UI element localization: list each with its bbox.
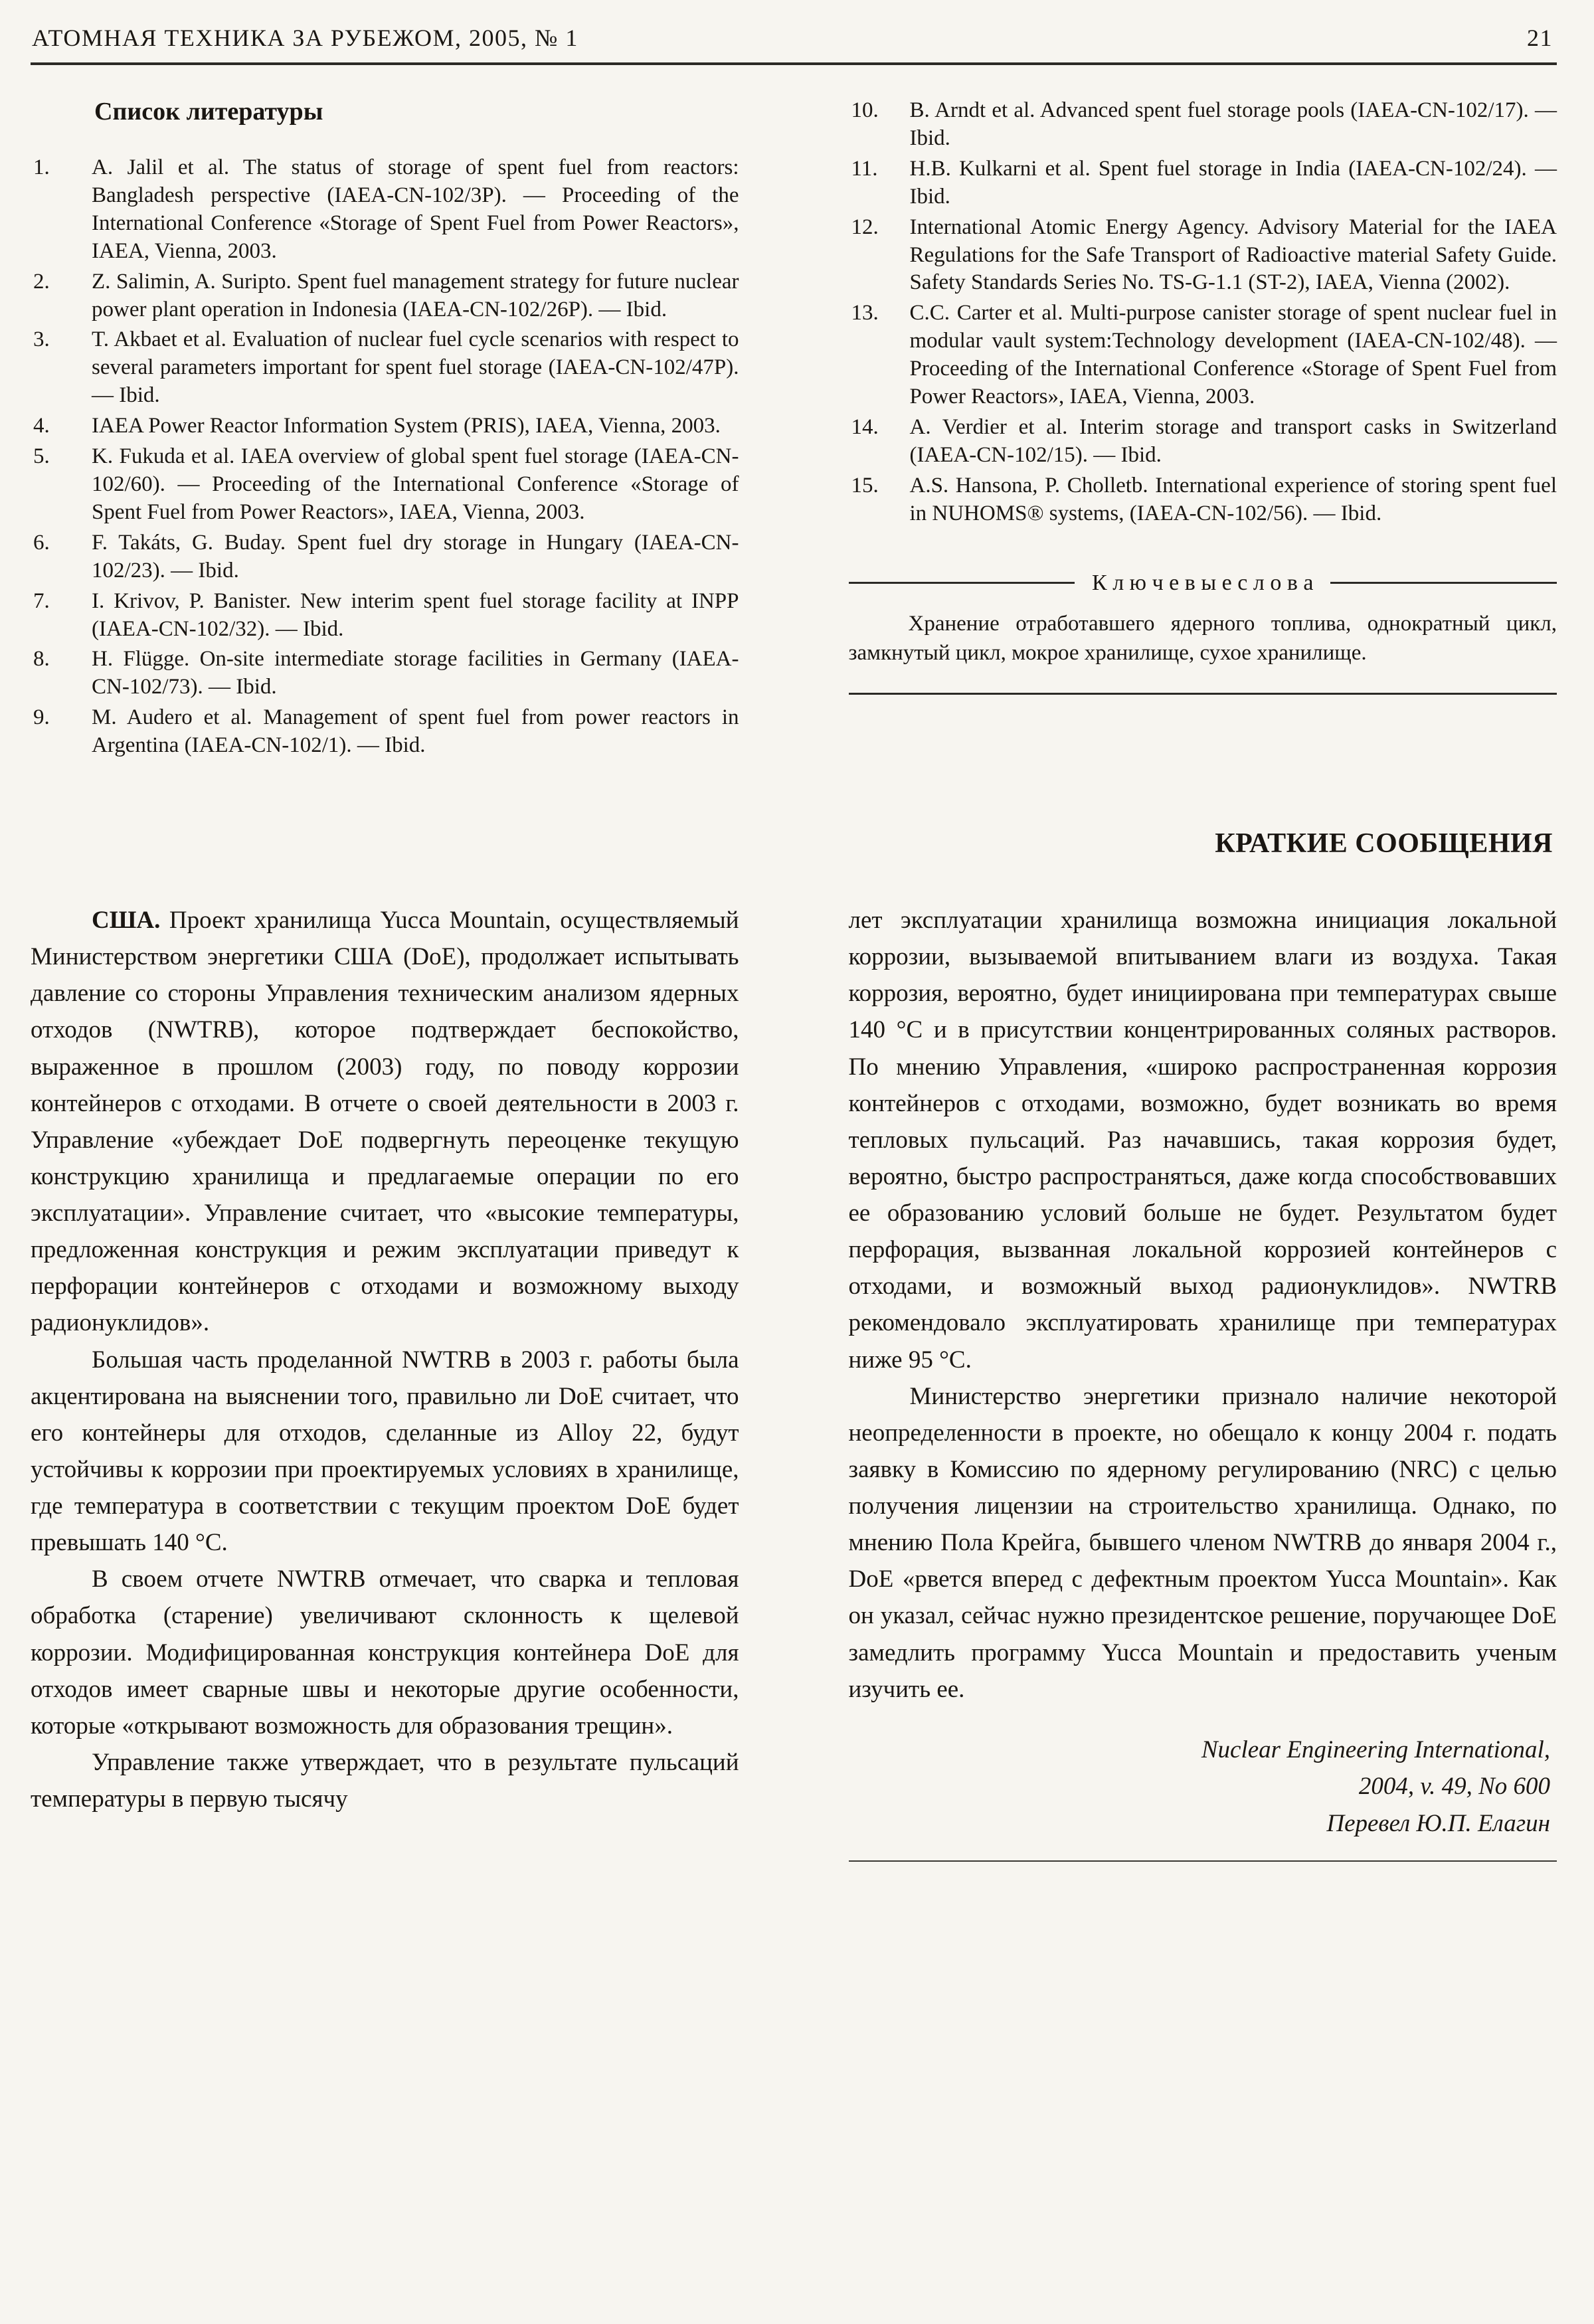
paragraph-text: лет эксплуатации хранилища возможна инициация локальной коррозии, вызываемой впитыванием влаги из воздуха. Такая коррозия, вероятно, будет инициирована при температурах свыше 140 °С и в присутствии концентрированных соляных растворов. По мнению Управления, «широко распространенная коррозия контейнеров с отходами, возможно, будет возникать во время тепловых пульсаций. Раз начавшись, такая коррозия будет, вероятно, быстро распространяться, даже когда способствовавших ее образованию условий больше не будет. Результатом будет перфорация, вызванная локальной коррозией контейнеров с отходами, и возможный выход радионуклидов». NWTRB рекомендовало эксплуатировать хранилище при температурах ниже 95 °С. xyxy=(848,907,1557,1374)
keywords-label: К л ю ч е в ы е с л о в а xyxy=(1092,570,1314,595)
reference-entry xyxy=(31,412,739,440)
reference-entry xyxy=(849,300,1557,411)
journal-title: АТОМНАЯ ТЕХНИКА ЗА РУБЕЖОМ, 2005, № 1 xyxy=(32,25,578,51)
reference-text: A.S. Hansona, P. Cholletb. International experience of storing spent fuel in NUHOMS® systems, (IAEA-CN-102/56). — Ibid. xyxy=(909,473,1557,525)
reference-text: F. Takáts, G. Buday. Spent fuel dry storage in Hungary (IAEA-CN-102/23). — Ibid. xyxy=(92,530,739,582)
reference-text: International Atomic Energy Agency. Advisory Material for the IAEA Regulations for the Safe Transport of Radioactive material Safety Guide. Safety Standards Series No. TS-G-1.1 (ST-2), IAEA, Vienna (2002). xyxy=(909,215,1557,295)
reference-number: 15. xyxy=(851,473,879,497)
reference-entry xyxy=(849,214,1557,298)
reference-entry xyxy=(31,326,739,410)
reference-text: K. Fukuda et al. IAEA overview of global spent fuel storage (IAEA-CN-102/60). — Proceeding of the International Conference «Storage of Spent Fuel from Power Reactors», IAEA, Vienna, 2003. xyxy=(92,444,739,524)
reference-number: 7. xyxy=(33,588,50,613)
reference-entry xyxy=(849,155,1557,211)
reference-text: Z. Salimin, A. Suripto. Spent fuel management strategy for future nuclear power plant operation in Indonesia (IAEA-CN-102/26P). — Ibid. xyxy=(92,269,739,321)
keywords-block xyxy=(849,571,1557,695)
attribution-line: Nuclear Engineering International, xyxy=(1201,1736,1550,1763)
reference-text: H.B. Kulkarni et al. Spent fuel storage in India (IAEA-CN-102/24). — Ibid. xyxy=(909,156,1557,209)
bibliography-title: Список литературы xyxy=(94,98,323,126)
reference-number: 11. xyxy=(851,156,878,181)
reference-entry xyxy=(31,646,739,701)
article-right-column xyxy=(849,902,1557,1862)
reference-text: B. Arndt et al. Advanced spent fuel storage pools (IAEA-CN-102/17). — Ibid. xyxy=(909,98,1557,150)
reference-entry xyxy=(31,154,739,266)
reference-number: 12. xyxy=(851,215,879,239)
paragraph-text: В своем отчете NWTRB отмечает, что сварка и тепловая обработка (старение) увеличивают склонность к щелевой коррозии. Модифицированная конструкция контейнера DoE для отходов имеет сварные швы и некоторые другие особенности, которые «открывают возможность для образования трещин». xyxy=(31,1565,739,1740)
article-paragraph xyxy=(31,902,739,1342)
article-paragraph xyxy=(31,1561,739,1744)
paragraph-text: Министерство энергетики признало наличие некоторой неопределенности в проекте, но обещало к концу 2004 г. подать заявку в Комиссию по ядерному регулированию (NRC) с целью получения лицензии на строительство хранилища. Однако, по мнению Пола Крейга, бывшего членом NWTRB до января 2004 г., DoE «рвется вперед с дефектным проектом Yucca Mountain». Как он указал, сейчас нужно президентское решение, поручающее DoE замедлить программу Yucca Mountain и предоставить ученым изучить ее. xyxy=(848,1382,1557,1703)
reference-entry xyxy=(31,443,739,527)
reference-entry xyxy=(849,97,1557,153)
article-paragraph xyxy=(849,1378,1557,1708)
keywords-rule-left xyxy=(849,582,1075,584)
reference-number: 1. xyxy=(33,155,50,179)
keywords-header xyxy=(849,571,1557,596)
reference-entry xyxy=(31,588,739,644)
paragraph-lead: США. xyxy=(92,907,169,935)
article-paragraph xyxy=(31,1744,739,1817)
section-heading-cell xyxy=(849,828,1557,859)
bibliography-section xyxy=(31,97,1557,762)
reference-entry xyxy=(31,704,739,760)
reference-number: 4. xyxy=(33,414,50,438)
article-right-paragraphs xyxy=(849,902,1557,1708)
reference-entry xyxy=(31,268,739,324)
reference-entry xyxy=(849,414,1557,470)
reference-text: H. Flügge. On-site intermediate storage facilities in Germany (IAEA-CN-102/73). — Ibid. xyxy=(92,647,739,699)
reference-number: 5. xyxy=(33,444,50,469)
page-bottom-rule xyxy=(849,1860,1557,1862)
section-title: КРАТКИЕ СООБЩЕНИЯ xyxy=(1215,828,1553,859)
reference-number: 8. xyxy=(33,647,50,671)
page-header xyxy=(31,17,1557,62)
bibliography-left-column xyxy=(31,97,739,762)
reference-list-right xyxy=(849,97,1557,528)
attribution-line: Перевел Ю.П. Елагин xyxy=(1326,1809,1550,1837)
paragraph-text: Проект хранилища Yucca Mountain, осуществляемый Министерством энергетики США (DoE), продолжает испытывать давление со стороны Управления техническим анализом ядерных отходов (NWTRB), которое подтверждает беспокойство, выраженное в прошлом (2003) году, по поводу коррозии контейнеров с отходами. В отчете о своей деятельности в 2003 г. Управление «убеждает DoE подвергнуть переоценке текущую конструкцию хранилища и предлагаемые операции по его эксплуатации». Управление считает, что «высокие температуры, предложенная конструкция и режим эксплуатации приведут к перфорации контейнеров с отходами и возможному выходу радионуклидов». xyxy=(31,907,739,1337)
reference-text: IAEA Power Reactor Information System (PRIS), IAEA, Vienna, 2003. xyxy=(92,414,721,438)
reference-list-left xyxy=(31,154,739,760)
section-heading-spacer xyxy=(31,828,739,859)
bibliography-right-column xyxy=(849,97,1557,762)
attribution-line: 2004, v. 49, No 600 xyxy=(1358,1773,1550,1801)
reference-number: 13. xyxy=(851,301,879,325)
reference-text: T. Akbaet et al. Evaluation of nuclear fuel cycle scenarios with respect to several parameters important for spent fuel storage (IAEA-CN-102/47P). — Ibid. xyxy=(92,327,739,408)
reference-number: 6. xyxy=(33,530,50,555)
page-number: 21 xyxy=(1527,25,1553,51)
header-rule xyxy=(31,62,1557,65)
reference-number: 10. xyxy=(851,98,879,122)
reference-entry xyxy=(849,472,1557,528)
article-paragraph xyxy=(849,902,1557,1378)
reference-text: M. Audero et al. Management of spent fuel from power reactors in Argentina (IAEA-CN-102/1). — Ibid. xyxy=(92,705,739,758)
paragraph-text: Большая часть проделанной NWTRB в 2003 г. работы была акцентирована на выяснении того, правильно ли DoE считает, что его контейнеры для отходов, сделанные из Alloy 22, будут устойчивы к коррозии при проектируемых условиях в хранилище, где температура в соответствии с текущим проектом DoE будет превышать 140 °С. xyxy=(31,1346,739,1557)
attribution-block xyxy=(849,1732,1557,1842)
reference-number: 2. xyxy=(33,269,50,294)
paragraph-text: Управление также утверждает, что в результате пульсаций температуры в первую тысячу xyxy=(31,1748,739,1813)
reference-text: I. Krivov, P. Banister. New interim spent fuel storage facility at INPP (IAEA-CN-102/32). — Ibid. xyxy=(92,588,739,641)
reference-entry xyxy=(31,529,739,585)
keywords-bottom-rule xyxy=(849,693,1557,695)
reference-number: 14. xyxy=(851,414,879,439)
keywords-text: Хранение отработавшего ядерного топлива, однократный цикл, замкнутый цикл, мокрое хранилище, сухое хранилище. xyxy=(848,611,1557,665)
section-heading-row xyxy=(31,828,1557,859)
article-section xyxy=(31,902,1557,1862)
reference-number: 3. xyxy=(33,327,50,352)
article-left-column xyxy=(31,902,739,1862)
keywords-rule-right xyxy=(1330,582,1557,584)
reference-text: A. Verdier et al. Interim storage and transport casks in Switzerland (IAEA-CN-102/15). — Ibid. xyxy=(909,414,1557,467)
reference-text: C.C. Carter et al. Multi-purpose canister storage of spent nuclear fuel in modular vault system:Technology development (IAEA-CN-102/48). — Proceeding of the International Conference «Storage of Spent Fuel from Power Reactors», IAEA, Vienna, 2003. xyxy=(909,301,1557,409)
reference-text: A. Jalil et al. The status of storage of spent fuel from reactors: Bangladesh perspective (IAEA-CN-102/3P). — Proceeding of the International Conference «Storage of Spent Fuel from Power Reactors», IAEA, Vienna, 2003. xyxy=(92,155,739,263)
reference-number: 9. xyxy=(33,705,50,730)
article-paragraph xyxy=(31,1342,739,1562)
